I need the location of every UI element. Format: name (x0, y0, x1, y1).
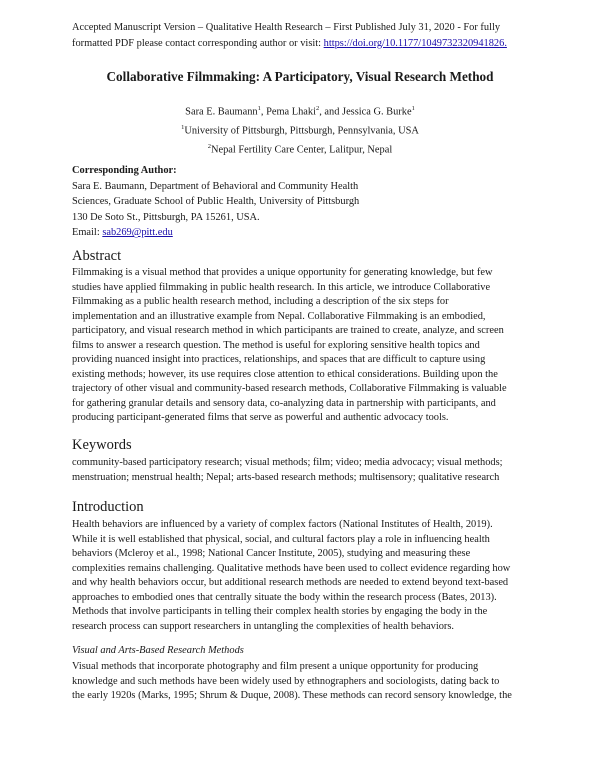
keywords-line: community-based participatory research; visual methods; film; video; media advocacy; visual methods; (72, 457, 503, 468)
abstract-line: existing methods; however, its use requires close attention to ethical considerations. Building upon the (72, 368, 498, 380)
email-link[interactable]: sab269@pitt.edu (102, 227, 173, 239)
abstract-line: for gathering granular details and sensory data, co-analyzing data in partnership with participants, and (72, 397, 496, 409)
introduction-line: research process can support researchers in untangling the complexities of health behaviors. (72, 620, 455, 632)
abstract-line: participatory, and visual research method in which participants are trained to create, analyze, and screen (72, 325, 504, 336)
visual-methods-body (72, 660, 532, 704)
introduction-body (72, 518, 532, 634)
abstract-line: implementation and an illustrative example from Nepal. Collaborative Filmmaking is an embodied, (72, 310, 486, 322)
abstract-line: trajectory of other visual and community-based research methods, Collaborative Filmmaking is valuable (72, 383, 507, 394)
abstract-heading: Abstract (72, 248, 122, 264)
author-name: Jessica G. Burke (342, 106, 412, 118)
author-name: Sara E. Baumann (185, 106, 258, 118)
affiliation-marker: 1 (181, 124, 185, 132)
corresponding-line: Sciences, Graduate School of Public Health, University of Pittsburgh (72, 196, 360, 208)
introduction-line: Methods that involve participants in telling their complex health stories by engaging the body in the (72, 606, 488, 617)
affiliation-marker: 2 (315, 105, 320, 112)
keywords-body (72, 456, 532, 485)
abstract-line: Filmmaking is a visual method that provides a unique opportunity for generating knowledge, but few (72, 267, 493, 278)
manuscript-notice (72, 20, 542, 51)
introduction-line: Health behaviors are influenced by a variety of complex factors (National Institutes of Health, 2019). (72, 519, 493, 530)
affiliation-text: Nepal Fertility Care Center, Lalitpur, Nepal (211, 144, 393, 156)
corresponding-line: Sara E. Baumann, Department of Behavioral and Community Health (72, 180, 359, 192)
affiliation-text: University of Pittsburgh, Pittsburgh, Pennsylvania, USA (184, 125, 419, 137)
visual-methods-line: Visual methods that incorporate photography and film present a unique opportunity for producing (72, 661, 479, 672)
affiliation-marker: 1 (257, 105, 261, 112)
email-line (72, 225, 532, 241)
email-label: Email: (72, 227, 103, 239)
abstract-line: producing participant-generated films that serve as powerful and authentic advocacy tools. (72, 412, 449, 423)
abstract-line: films to answer a research question. The method is useful for exploring sensitive health topics and (72, 339, 480, 351)
affiliation-line (40, 120, 560, 139)
visual-methods-subheading: Visual and Arts-Based Research Methods (72, 645, 244, 656)
affiliation-marker: 2 (207, 143, 211, 151)
author-separator: , and (319, 106, 343, 118)
author-block (40, 101, 560, 158)
introduction-line: While it is well established that physical, social, and cultural factors play a role in influencing health (72, 533, 490, 545)
corresponding-line: 130 De Soto St., Pittsburgh, PA 15261, USA. (72, 211, 260, 223)
notice-line: Accepted Manuscript Version – Qualitative Health Research – First Published July 31, 2020 - For fully (72, 22, 501, 33)
doi-link[interactable]: https://doi.org/10.1177/1049732320941826. (323, 37, 507, 49)
corresponding-author-label: Corresponding Author: (72, 165, 177, 176)
keywords-line: menstruation; menstrual health; Nepal; arts-based research methods; multisensory; qualitative research (72, 471, 500, 483)
notice-text: formatted PDF please contact corresponding author or visit: (72, 37, 324, 49)
paper-title: Collaborative Filmmaking: A Participatory, Visual Research Method (106, 69, 494, 84)
abstract-line: Filmmaking as a public health research method, including a description of the six steps for (72, 296, 449, 307)
introduction-line: and why health behaviors occur, but additional research methods are needed to extend beyond text-based (72, 577, 509, 588)
introduction-line: complexities remains challenging. Qualitative methods have been used to collect evidence regarding how (72, 562, 511, 574)
author-separator: , (260, 106, 267, 118)
author-line (40, 101, 560, 120)
author-name: Pema Lhaki (266, 106, 316, 118)
introduction-heading: Introduction (72, 499, 144, 515)
visual-methods-line: knowledge and such methods have been widely used by ethnographers and sociologists, dating back to (72, 675, 500, 687)
affiliation-marker: 1 (411, 105, 415, 112)
affiliation-line (40, 139, 560, 158)
introduction-line: approaches to embodied ones that centrally situate the body within the research process (Bates, 2013). (72, 591, 497, 603)
corresponding-author-block (72, 163, 532, 241)
keywords-heading: Keywords (72, 437, 132, 453)
abstract-line: providing nuanced insight into practices, relationships, and spaces that are difficult to capture using (72, 354, 486, 365)
abstract-line: studies have applied filmmaking in public health research. In this article, we introduce Collaborative (72, 281, 491, 293)
visual-methods-line: the early 1920s (Marks, 1995; Shrum & Duque, 2008). These methods can record sensory knowledge, the (72, 690, 512, 701)
notice-line (72, 36, 542, 52)
introduction-line: behaviors (Mcleroy et al., 1998; National Cancer Institute, 2005), studying and measuring these (72, 548, 471, 559)
abstract-body (72, 266, 532, 426)
